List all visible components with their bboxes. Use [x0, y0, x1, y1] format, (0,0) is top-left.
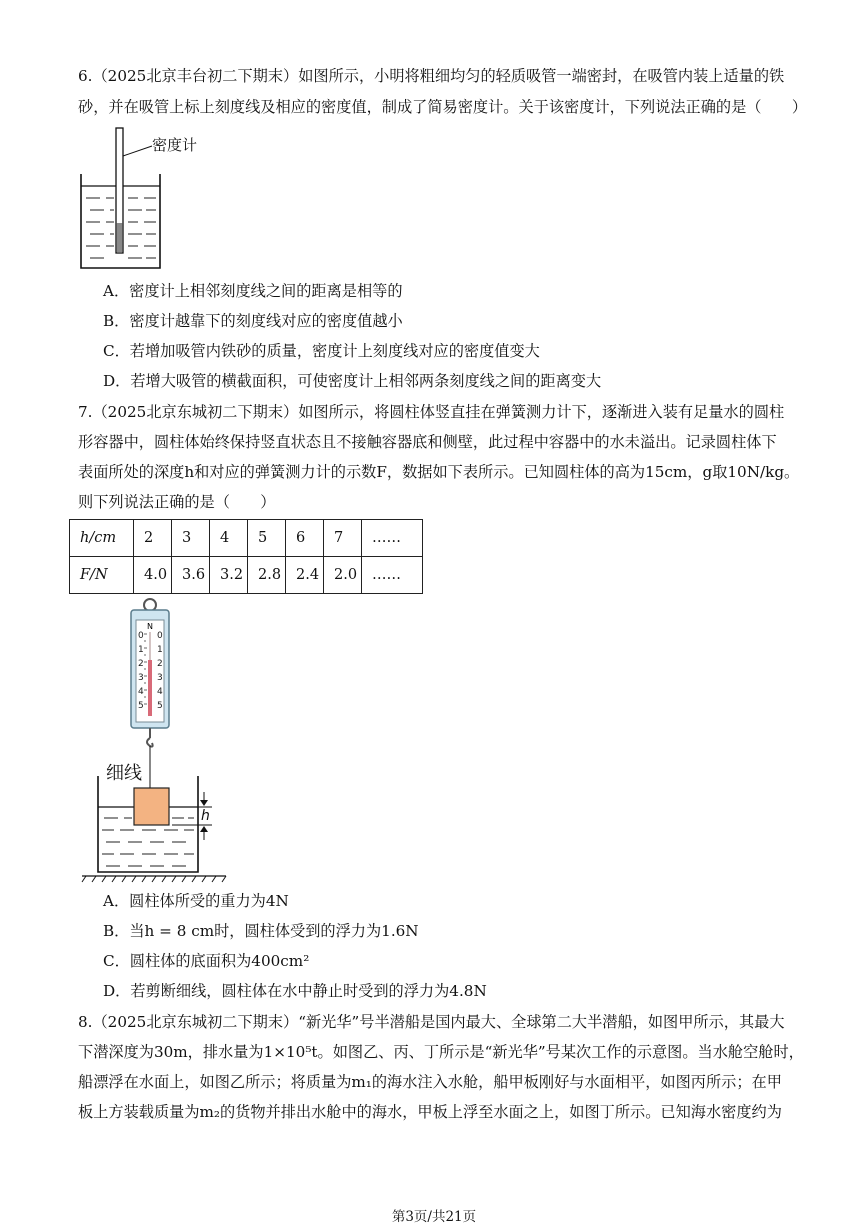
q6-density-meter-figure [76, 126, 216, 272]
scale-tick-right: 4 [157, 687, 163, 697]
q7-stem-line3: 表面所处的深度h和对应的弹簧测力计的示数F，数据如下表所示。已知圆柱体的高为15cm，g取10N/kg。 [78, 463, 800, 481]
q6-option-c: C．若增加吸管内铁砂的质量，密度计上刻度线对应的密度值变大 [103, 342, 540, 360]
table-cell: …… [362, 520, 423, 557]
q7-stem-line2: 形容器中，圆柱体始终保持竖直状态且不接触容器底和侧壁，此过程中容器中的水未溢出。记录圆柱体下 [78, 433, 777, 451]
q7-option-d: D．若剪断细线，圆柱体在水中静止时受到的浮力为4.8N [103, 982, 487, 1000]
table-cell: 7 [324, 520, 362, 557]
table-row-label: h/cm [70, 520, 134, 557]
q7-thread-label: 细线 [106, 763, 142, 784]
q8-stem-line2: 下潜深度为30m，排水量为1×10⁵t。如图乙、丙、丁所示是“新光华”号某次工作的示意图。当水舱空舱时， [78, 1043, 804, 1061]
table-cell: …… [362, 557, 423, 594]
q7-option-c: C．圆柱体的底面积为400cm² [103, 952, 310, 970]
table-row [70, 520, 423, 557]
q6-option-d: D．若增大吸管的横截面积，可使密度计上相邻两条刻度线之间的距离变大 [103, 372, 602, 390]
scale-tick-left: 4 [138, 687, 144, 697]
page-footer: 第3页/共21页 [391, 1209, 477, 1225]
scale-unit: N [147, 622, 153, 631]
table-cell: 3 [172, 520, 210, 557]
table-cell: 2.8 [248, 557, 286, 594]
q8-stem-line4: 板上方装载质量为m₂的货物并排出水舱中的海水，甲板上浮至水面之上，如图丁所示。已知海水密度约为 [78, 1103, 782, 1121]
table-cell: 3.2 [210, 557, 248, 594]
scale-tick-right: 0 [157, 631, 163, 641]
table-cell: 2.0 [324, 557, 362, 594]
scale-tick-right: 2 [157, 659, 163, 669]
q7-stem-line4: 则下列说法正确的是（ ） [78, 493, 276, 511]
scale-tick-right: 1 [157, 645, 163, 655]
scale-tick-left: 1 [138, 645, 144, 655]
q7-option-a: A．圆柱体所受的重力为4N [103, 892, 289, 910]
scale-tick-left: 0 [138, 631, 144, 641]
q7-h-label: h [201, 808, 210, 824]
table-row-label: F/N [70, 557, 134, 594]
scale-tick-right: 5 [157, 701, 163, 711]
q6-option-b: B．密度计越靠下的刻度线对应的密度值越小 [103, 312, 403, 330]
q8-stem-line3: 船漂浮在水面上，如图乙所示；将质量为m₁的海水注入水舱，船甲板刚好与水面相平，如图丙所示；在甲 [78, 1073, 782, 1091]
table-row [70, 557, 423, 594]
table-cell: 5 [248, 520, 286, 557]
table-cell: 4.0 [134, 557, 172, 594]
table-cell: 4 [210, 520, 248, 557]
q6-figure-label: 密度计 [152, 136, 198, 154]
q6-option-a: A．密度计上相邻刻度线之间的距离是相等的 [103, 282, 403, 300]
table-cell: 2.4 [286, 557, 324, 594]
q6-stem-line2: 砂，并在吸管上标上刻度线及相应的密度值，制成了简易密度计。关于该密度计，下列说法正确的是（ ） [78, 98, 807, 116]
q7-stem-line1: 7.（2025北京东城初二下期末）如图所示，将圆柱体竖直挂在弹簧测力计下，逐渐进入装有足量水的圆柱 [78, 403, 785, 421]
table-cell: 3.6 [172, 557, 210, 594]
q8-stem-line1: 8.（2025北京东城初二下期末）“新光华”号半潜船是国内最大、全球第二大半潜船，如图甲所示，其最大 [78, 1013, 785, 1031]
q7-spring-scale-figure [80, 596, 230, 886]
scale-tick-left: 5 [138, 701, 144, 711]
q7-option-b: B．当h = 8 cm时，圆柱体受到的浮力为1.6N [103, 922, 419, 940]
q6-stem-line1: 6.（2025北京丰台初二下期末）如图所示，小明将粗细均匀的轻质吸管一端密封，在吸管内装上适量的铁 [78, 67, 785, 85]
q7-data-table [69, 519, 423, 594]
table-cell: 2 [134, 520, 172, 557]
scale-tick-right: 3 [157, 673, 163, 683]
scale-tick-left: 3 [138, 673, 144, 683]
scale-tick-left: 2 [138, 659, 144, 669]
table-cell: 6 [286, 520, 324, 557]
